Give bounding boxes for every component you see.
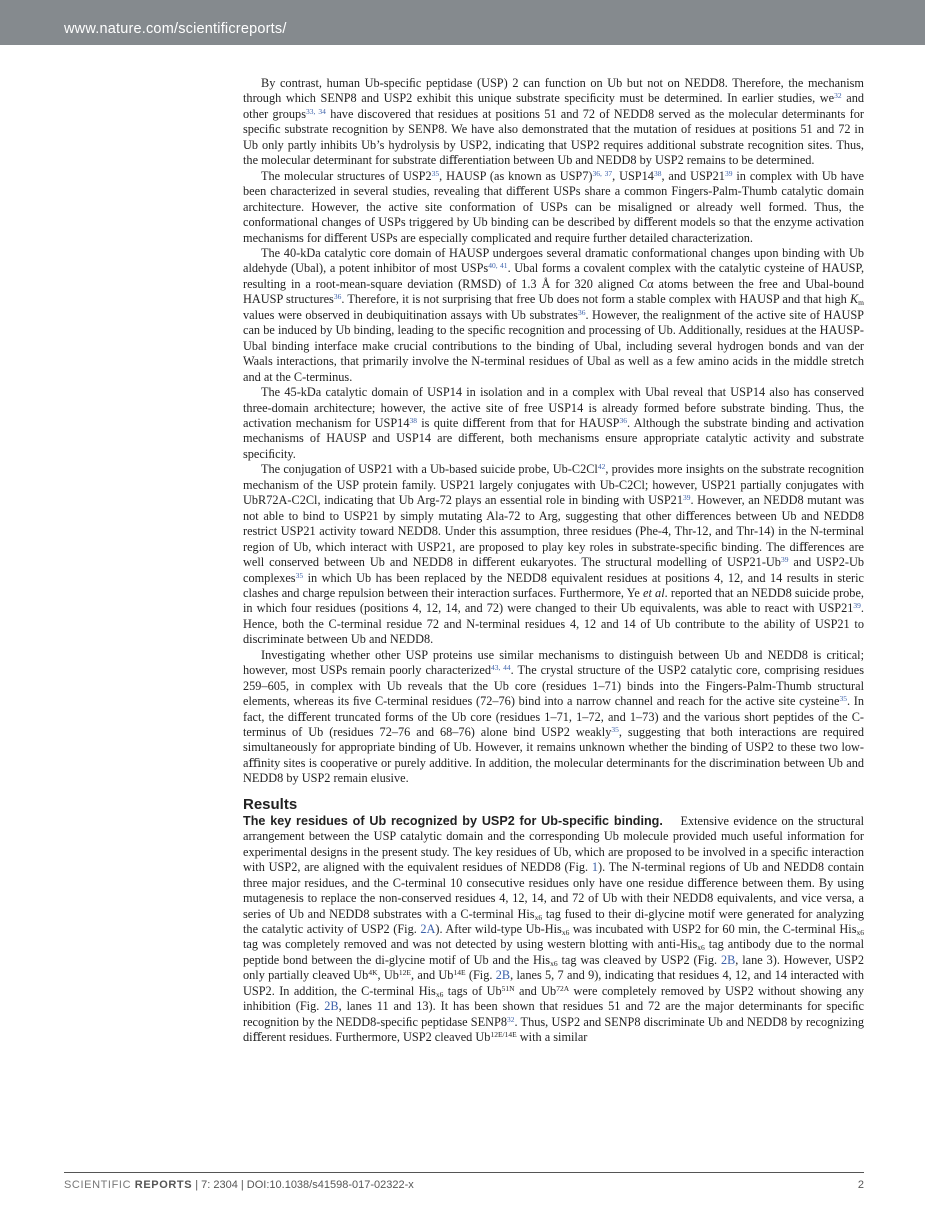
citation-ref[interactable]: 38: [409, 415, 417, 425]
citation-ref[interactable]: 35: [295, 570, 304, 580]
page-number: 2: [857, 1179, 864, 1191]
citation-ref[interactable]: 43, 44: [490, 663, 511, 673]
figure-ref[interactable]: 1: [591, 860, 599, 875]
citation-ref[interactable]: 42: [597, 462, 606, 472]
italic-text: et al: [643, 585, 665, 600]
paragraph-5: The conjugation of USP21 with a Ub-based suicide probe, Ub-C2Cl$^{42}$, provides more insights on the substrate recognition mechanism of the USP protein family. USP21 largely conjugates with Ub-C2Cl; however, USP21 partially conjugates with UbR72A-C2Cl, indicating that Ub Arg-72 plays an essential role in binding with $USP21^{39}$. However, an NEDD8 mutant was not able to bind to USP21 by simply mutating Ala-72 to Arg, suggesting that other diﬀerences between Ub and NEDD8 restrict USP21 activity toward NEDD8. Under this assumption, three residues (Phe-4, Thr-12, and Thr-14) in the N-terminal region of Ub, which interact with USP21, are proposed to play key roles in substrate-speciﬁc binding. The diﬀerences are well conserved between Ub and NEDD8 in diﬀerent eukaryotes. The structural modelling of USP21-Ub$^{39}$ and USP2-Ub complexes$^{35}$ in which Ub has been replaced by the NEDD8 equivalent residues at positions 4, 12, and 14 results in steric clashes and charge repulsion between their interaction surfaces. Furthermore, Ye et al. reported that an NEDD8 suicide probe, in which four residues (positions 4, 12, 14, and 72) were changed to their Ub equivalents, was able to react with $USP21^{39}$. Hence, both the C-terminal residue 72 and N-terminal residues 4, 12 and 14 of Ub contribute to the ability of USP21 to discriminate between Ub and NEDD8.: [243, 462, 865, 647]
mutant-superscript: 51N: [501, 983, 515, 993]
citation-ref[interactable]: 32: [834, 91, 842, 101]
figure-ref[interactable]: 2A: [420, 922, 436, 937]
footer-divider: [64, 1172, 864, 1173]
figure-ref[interactable]: 2B: [495, 968, 511, 983]
citation-ref[interactable]: 39: [853, 601, 861, 611]
italic-text: K: [849, 292, 859, 307]
paragraph-1: By contrast, human Ub-speciﬁc peptidase (USP) 2 can function on Ub but not on NEDD8. Therefore, the mechanism through which SENP8 and USP2 exhibit this unique substrate speciﬁcity must be determined. In earlier studies, $we^{32}$ and other groups$^{33, 34}$ have discovered that residues at positions 51 and 72 of NEDD8 served as the molecular determinants for speciﬁc substrate recognition by SENP8. We have also demonstrated that the mutation of residues at positions 51 and 72 in Ub only partly inhibits Ub’s hydrolysis by USP2, indicating that USP2 requires additional substrate recognition sites. Thus, the molecular determinant for substrate diﬀerentiation between Ub and NEDD8 by USP2 remains to be determined.: [243, 76, 865, 168]
article-citation: | 7: 2304 | DOI:10.1038/s41598-017-02322-x: [192, 1179, 414, 1191]
results-heading: Results: [243, 795, 298, 813]
mutant-superscript: 12E: [398, 968, 411, 978]
citation-ref[interactable]: 38: [653, 168, 662, 178]
citation-ref[interactable]: 36: [619, 415, 628, 425]
subscript: x6: [435, 989, 444, 999]
results-subheading: The key residues of Ub recognized by USP2 for Ub-speciﬁc binding.: [243, 813, 663, 828]
subscript: x6: [550, 958, 558, 968]
subscript: x6: [561, 928, 570, 938]
paragraph-3: The 40-kDa catalytic core domain of HAUSP undergoes several dramatic conformational changes upon binding with Ub aldehyde (Ubal), a potent inhibitor of most USPs$^{40, 41}$. Ubal forms a covalent complex with the catalytic cysteine of HAUSP, resulting in a root-mean-square deviation (RMSD) of 1.3 Å for 320 aligned Cα atoms between the free and Ubal-bound HAUSP structures$^{36}$. Therefore, it is not surprising that free Ub does not form a stable complex with HAUSP and that high $K_m$ values were observed in deubiquitination assays with Ub substrates$^{36}$. However, the realignment of the active site of HAUSP can be induced by Ub binding, leading to the speciﬁc recognition and processing of Ub. Additionally, residues at the HAUSP-Ubal binding interface make crucial contributions to the binding of Ubal, including several hydrogen bonds and van der Waals interactions, that primarily involve the N-terminal residues of Ubal as well as a few amino acids in the middle stretch and at the C-terminus.: [243, 245, 865, 384]
citation-ref[interactable]: 35: [431, 168, 440, 178]
subscript: m: [858, 298, 864, 308]
paragraph-4: The 45-kDa catalytic domain of USP14 in isolation and in a complex with Ubal reveal that USP14 also has conserved three-domain architecture; however, the active site of free USP14 is already formed before substrate binding. Thus, the activation mechanism for $USP14^{38}$ is quite diﬀerent from that for HAUSP$^{36}$. Although the substrate binding and activation mechanisms of HAUSP and USP14 are diﬀerent, both mechanisms ensure appropriate catalytic activity and substrate speciﬁcity.: [243, 385, 865, 461]
mutant-superscript: 72A: [556, 983, 570, 993]
mutant-superscript: 14E: [453, 968, 466, 978]
journal-header-bar: [0, 0, 925, 45]
citation-ref[interactable]: 39: [682, 493, 691, 503]
paragraph-7: [243, 814, 864, 1046]
paragraph-7-text: Extensive evidence on the structural arrangement between the USP catalytic domain and the corresponding Ub molecule provided much useful information for experimental designs in the present study. The key residues of Ub, which are proposed to be involved in a speciﬁc interaction with USP2, are aligned with the equivalent residues of NEDD8 (Fig. 1). The N-terminal regions of Ub and NEDD8 contain three major residues, and the C-terminal 10 consecutive residues only have one residue diﬀerence between them. By using mutagenesis to replace the non-conserved residues 4, 12, 14, and 72 of Ub with their NEDD8 equivalents, and vice versa, a series of Ub and NEDD8 substrates with a C-terminal His$_{x6}$ tag fused to their di-glycine motif were generated for analyzing the catalytic activity of USP2 (Fig. 2A). After wild-type Ub-His$_{x6}$ was incubated with USP2 for 60 min, the C-terminal His$_{x6}$ tag was completely removed and was not detected by using western blotting with anti-His$_{x6}$ tag antibody due to the normal peptide bond between the di-glycine motif of Ub and the His$_{x6}$ tag was cleaved by USP2 (Fig. 2B, lane 3). However, USP2 only partially cleaved $Ub^{4K}$, $Ub^{12E}$, and $Ub^{14E}$ (Fig. 2B, lanes 5, 7 and 9), indicating that residues 4, 12, and 14 interacted with USP2. In addition, the C-terminal His$_{x6}$ tags of $Ub^{51N}$ and $Ub^{72A}$ were completely removed by USP2 without showing any inhibition (Fig. 2B, lanes 11 and 13). It has been shown that residues 51 and 72 are the major determinants for speciﬁc recognition by the NEDD8-speciﬁc peptidase $SENP8^{32}$. Thus, USP2 and SENP8 discriminate Ub and NEDD8 by recognizing diﬀerent residues. Furthermore, USP2 cleaved $Ub^{12E/14E}$ with a similar: [243, 813, 865, 1045]
citation-ref[interactable]: 35: [839, 694, 847, 704]
citation-ref[interactable]: 36: [577, 307, 586, 317]
journal-name: SCIENTIFIC REPORTS: [64, 1179, 193, 1191]
subscript: x6: [856, 928, 864, 938]
figure-ref[interactable]: 2B: [324, 999, 339, 1014]
citation-ref[interactable]: 36: [333, 292, 342, 302]
page-footer: [64, 1179, 864, 1191]
article-body: [243, 76, 864, 1046]
citation-ref[interactable]: 36, 37: [592, 168, 613, 178]
paragraph-6: Investigating whether other USP proteins use similar mechanisms to distinguish between Ub and NEDD8 is critical; however, most USPs remain poorly characterized$^{43, 44}$. The crystal structure of the USP2 catalytic core, comprising residues 259–605, in complex with Ub reveals that the Ub core (residues 1–71) binds into the Fingers-Palm-Thumb structural elements, whereas its ﬁve C-terminal residues (72–76) bind into a narrow channel and reach for the active site cysteine$^{35}$. In fact, the diﬀerent truncated forms of the Ub core (residues 1–71, 1–72, and 1–73) and the various short peptides of the C-terminus of Ub (residues 72–76 and 68–76) alone bind USP2 weakly$^{35}$, suggesting that both interactions are required simultaneously for appropriate binding of Ub. However, it remains unknown whether the binding of USP2 to these two low-aﬃnity sites is cooperative or purely additive. In addition, the molecular determinants for the discrimination between Ub and NEDD8 by USP2 remain elusive.: [243, 647, 864, 786]
mutant-superscript: 12E/14E: [490, 1030, 517, 1040]
citation-ref[interactable]: 39: [780, 555, 789, 565]
figure-ref[interactable]: 2B: [720, 952, 736, 967]
citation-ref[interactable]: 33, 34: [306, 106, 326, 116]
citation-ref[interactable]: 40, 41: [488, 261, 508, 271]
subscript: x6: [697, 943, 705, 953]
mutant-superscript: 4K: [368, 968, 378, 978]
journal-url[interactable]: www.nature.com/scientificreports/: [64, 21, 287, 37]
citation-ref[interactable]: 35: [611, 725, 619, 735]
paragraph-2: The molecular structures of $USP2^{35}$, HAUSP (as known as USP7)$^{36, 37}$, $USP14^{38}$, and $USP21^{39}$ in complex with Ub have been characterized in several studies, revealing that diﬀerent USPs share a common Fingers-Palm-Thumb catalytic domain architecture. However, the active site conformation of USPs can be misaligned or already well formed. Thus, the conformational changes of USPs triggered by Ub binding can be described by diﬀerent models so that the enzyme activation mechanisms for diﬀerent USPs are especially complicated and require further detailed characterization.: [243, 168, 864, 245]
citation-ref[interactable]: 39: [724, 168, 733, 178]
subscript: x6: [534, 912, 543, 922]
citation-ref[interactable]: 32: [507, 1014, 515, 1024]
